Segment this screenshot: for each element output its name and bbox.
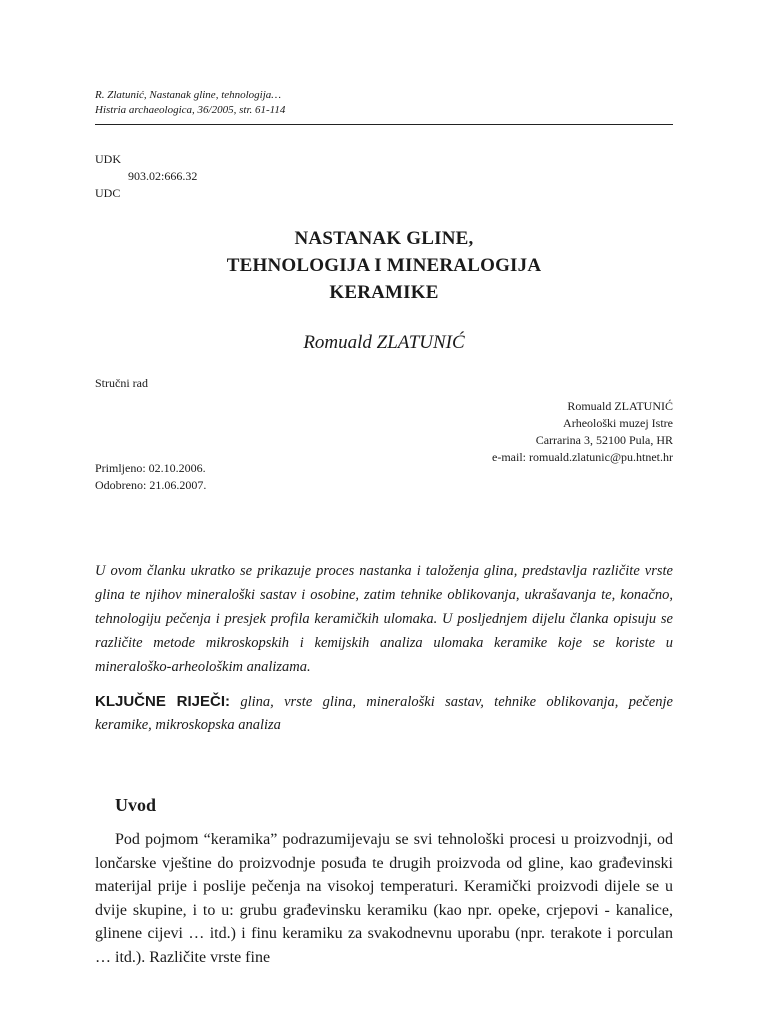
udk-label: UDK (95, 152, 121, 166)
running-head-line-1: R. Zlatunić, Nastanak gline, tehnologija… (95, 89, 282, 101)
title-line-2: TEHNOLOGIJA I MINERALOGIJA (226, 255, 542, 276)
address-email: e-mail: romuald.zlatunic@pu.htnet.hr (492, 450, 673, 464)
author-name: Romuald ZLATUNIĆ (303, 332, 465, 353)
header-rule (95, 124, 673, 125)
udk-number: 903.02:666.32 (128, 169, 198, 183)
dates-block (95, 460, 206, 494)
abstract: U ovom članku ukratko se prikazuje proces nastanka i taloženja glina, predstavlja različite vrste glina te njihov mineraloški sastav i osobine, zatim tehnike oblikovanja, ukrašavanja te, konačno, tehnologiju pečenja i presjek profila keramičkih ulomaka. U posljednjem dijelu članka opisuju se različite metode mikroskopskih i kemijskih analiza ulomaka keramike koje se koriste u mineraloško-arheološkim analizama. (95, 563, 673, 675)
running-head-line-2: Histria archaeologica, 36/2005, str. 61-114 (95, 104, 286, 116)
received-date: Primljeno: 02.10.2006. (95, 461, 206, 475)
classification-block (95, 151, 197, 202)
paper-title (95, 225, 673, 306)
title-line-3: KERAMIKE (329, 282, 439, 303)
udc-label: UDC (95, 186, 121, 200)
title-line-1: NASTANAK GLINE, (294, 228, 474, 249)
keywords (95, 690, 673, 737)
keywords-text: glina, vrste glina, mineraloški sastav, tehnike oblikovanja, pečenje keramike, mikroskopska analiza (95, 694, 673, 733)
keywords-label: KLJUČNE RIJEČI: (95, 693, 231, 710)
body-text (95, 828, 673, 969)
approved-date: Odobreno: 21.06.2007. (95, 478, 207, 492)
running-head (95, 88, 285, 118)
address-institution: Arheološki muzej Istre (563, 416, 673, 430)
address-street: Carrarina 3, 52100 Pula, HR (535, 433, 673, 447)
section-title: Uvod (115, 795, 157, 815)
paper-type: Stručni rad (95, 376, 148, 390)
body-paragraph: Pod pojmom “keramika” podrazumijevaju se svi tehnološki procesi u proizvodnji, od lončarske vještine do proizvodnje posuđa te drugih proizvoda od gline, kao građevinski materijal prije i poslije pečenja na visokoj temperaturi. Keramički proizvodi dijele se u dvije skupine, i to u: grubu građevinsku keramiku (kao npr. opeke, crjepovi - kanalice, glinene cijevi … itd.) i finu keramiku za svakodnevnu uporabu (npr. terakote i porculan … itd.). Različite vrste fine (95, 831, 673, 966)
author-address (492, 398, 673, 466)
address-name: Romuald ZLATUNIĆ (567, 399, 673, 413)
